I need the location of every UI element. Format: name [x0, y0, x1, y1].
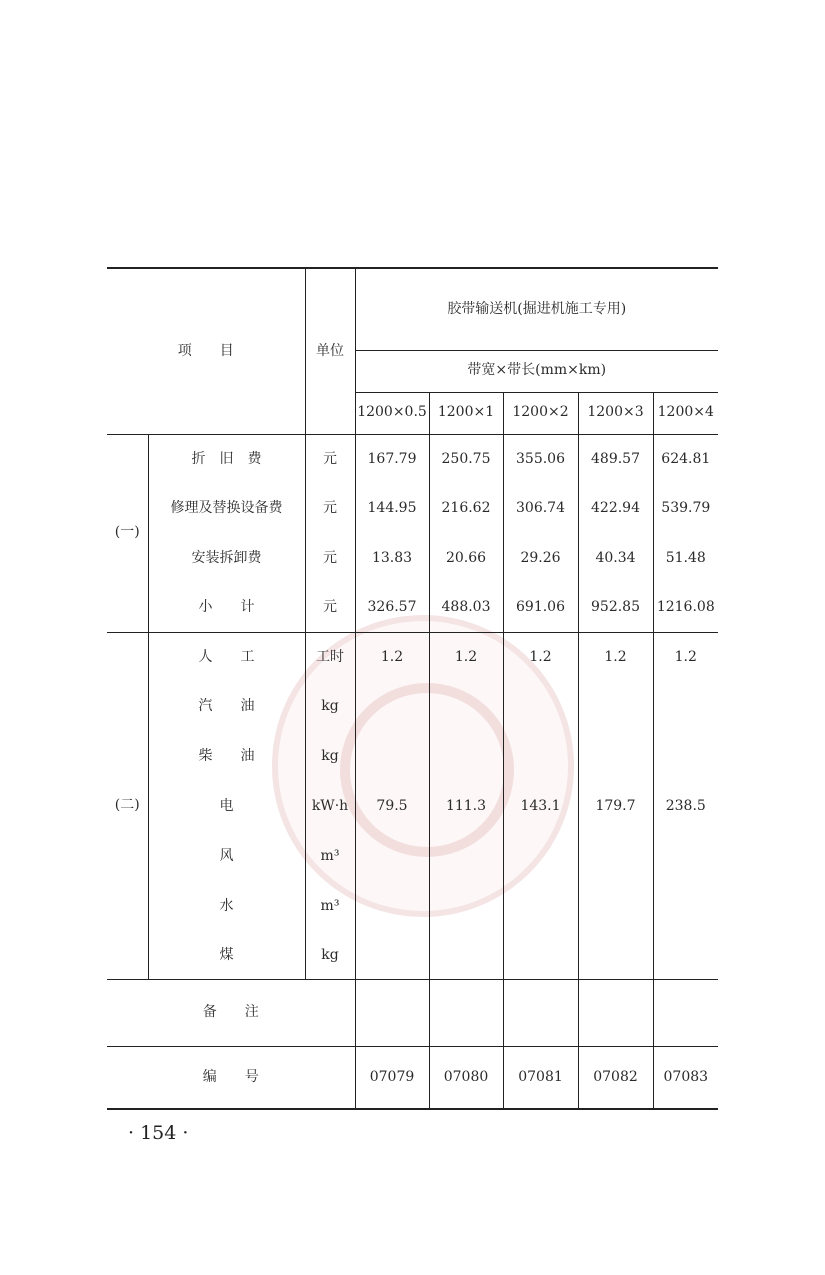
row-unit: kg	[305, 732, 355, 782]
row-value	[503, 882, 578, 932]
row-value	[355, 882, 429, 932]
code-value: 07081	[503, 1046, 578, 1109]
row-value: 1.2	[429, 632, 503, 682]
row-name: 风	[148, 832, 305, 882]
row-value: 111.3	[429, 782, 503, 832]
row-unit: m³	[305, 832, 355, 882]
row-value: 13.83	[355, 534, 429, 584]
row-value: 40.34	[578, 534, 653, 584]
remarks-cell	[653, 979, 718, 1046]
remarks-cell	[355, 979, 429, 1046]
row-unit: 元	[305, 484, 355, 534]
unit-header: 单位	[305, 268, 355, 434]
row-value: 1.2	[355, 632, 429, 682]
row-value: 326.57	[355, 584, 429, 632]
row-unit: kW·h	[305, 782, 355, 832]
code-value: 07079	[355, 1046, 429, 1109]
row-unit: kg	[305, 682, 355, 732]
row-value: 1.2	[674, 648, 697, 665]
row-value: 624.81	[661, 450, 711, 467]
row-name: 修理及替换设备费	[148, 484, 305, 534]
item-header: 项 目	[107, 268, 305, 434]
row-value: 167.79	[355, 434, 429, 484]
row-value: 20.66	[429, 534, 503, 584]
row-value	[355, 832, 429, 882]
row-value	[578, 682, 653, 732]
row-name: 安装拆卸费	[148, 534, 305, 584]
row-value: 51.48	[665, 550, 706, 567]
row-value: 488.03	[429, 584, 503, 632]
section-label: (二)	[107, 632, 148, 979]
spec-header: 1200×0.5	[355, 392, 429, 434]
row-unit: m³	[305, 882, 355, 932]
row-name: 电	[148, 782, 305, 832]
code-label: 编 号	[107, 1046, 355, 1109]
code-value: 07080	[429, 1046, 503, 1109]
remarks-cell	[578, 979, 653, 1046]
row-name: 人 工	[148, 632, 305, 682]
spec-label: 带宽×带长(mm×km)	[355, 350, 718, 392]
code-value: 07082	[578, 1046, 653, 1109]
row-value	[503, 682, 578, 732]
row-value: 539.79	[661, 500, 711, 517]
row-value	[429, 682, 503, 732]
row-value	[429, 932, 503, 979]
row-value	[653, 832, 718, 882]
row-value	[653, 882, 718, 932]
remarks-cell	[503, 979, 578, 1046]
row-value	[578, 932, 653, 979]
row-name: 柴 油	[148, 732, 305, 782]
row-unit: 工时	[305, 632, 355, 682]
row-value: 306.74	[503, 484, 578, 534]
remarks-cell	[429, 979, 503, 1046]
row-value: 1.2	[578, 632, 653, 682]
page-number: · 154 ·	[128, 1122, 189, 1144]
remarks-label: 备 注	[107, 979, 355, 1046]
row-value: 29.26	[503, 534, 578, 584]
row-value	[578, 732, 653, 782]
row-unit: kg	[305, 932, 355, 979]
row-name: 小 计	[148, 584, 305, 632]
row-value	[355, 682, 429, 732]
spec-header: 1200×3	[578, 392, 653, 434]
row-name: 汽 油	[148, 682, 305, 732]
row-value	[653, 682, 718, 732]
row-value	[503, 932, 578, 979]
row-value	[503, 732, 578, 782]
row-value: 238.5	[665, 798, 706, 815]
row-name: 煤	[148, 932, 305, 979]
row-value	[503, 832, 578, 882]
row-value: 250.75	[429, 434, 503, 484]
row-value	[578, 882, 653, 932]
code-value: 07083	[653, 1046, 718, 1109]
row-name: 折 旧 费	[148, 434, 305, 484]
row-value	[578, 832, 653, 882]
row-value: 1.2	[503, 632, 578, 682]
row-value: 179.7	[578, 782, 653, 832]
row-value: 355.06	[503, 434, 578, 484]
row-value: 1216.08	[653, 584, 718, 632]
row-value: 144.95	[355, 484, 429, 534]
row-unit: 元	[305, 434, 355, 484]
row-value: 952.85	[578, 584, 653, 632]
row-value	[355, 932, 429, 979]
machine-title: 胶带输送机(掘进机施工专用)	[355, 268, 718, 350]
row-value	[653, 932, 718, 979]
section-label: (一)	[107, 434, 148, 632]
spec-header: 1200×2	[503, 392, 578, 434]
machine-rate-table	[107, 267, 718, 1110]
spec-header: 1200×1	[429, 392, 503, 434]
row-unit: 元	[305, 534, 355, 584]
row-value: 216.62	[429, 484, 503, 534]
row-value: 422.94	[578, 484, 653, 534]
row-value: 489.57	[578, 434, 653, 484]
row-unit: 元	[305, 584, 355, 632]
row-value	[355, 732, 429, 782]
row-value	[653, 732, 718, 782]
row-value	[429, 732, 503, 782]
row-value: 691.06	[503, 584, 578, 632]
row-value: 143.1	[503, 782, 578, 832]
spec-header: 1200×4	[653, 392, 718, 434]
row-value	[429, 832, 503, 882]
row-name: 水	[148, 882, 305, 932]
row-value: 79.5	[355, 782, 429, 832]
row-value	[429, 882, 503, 932]
